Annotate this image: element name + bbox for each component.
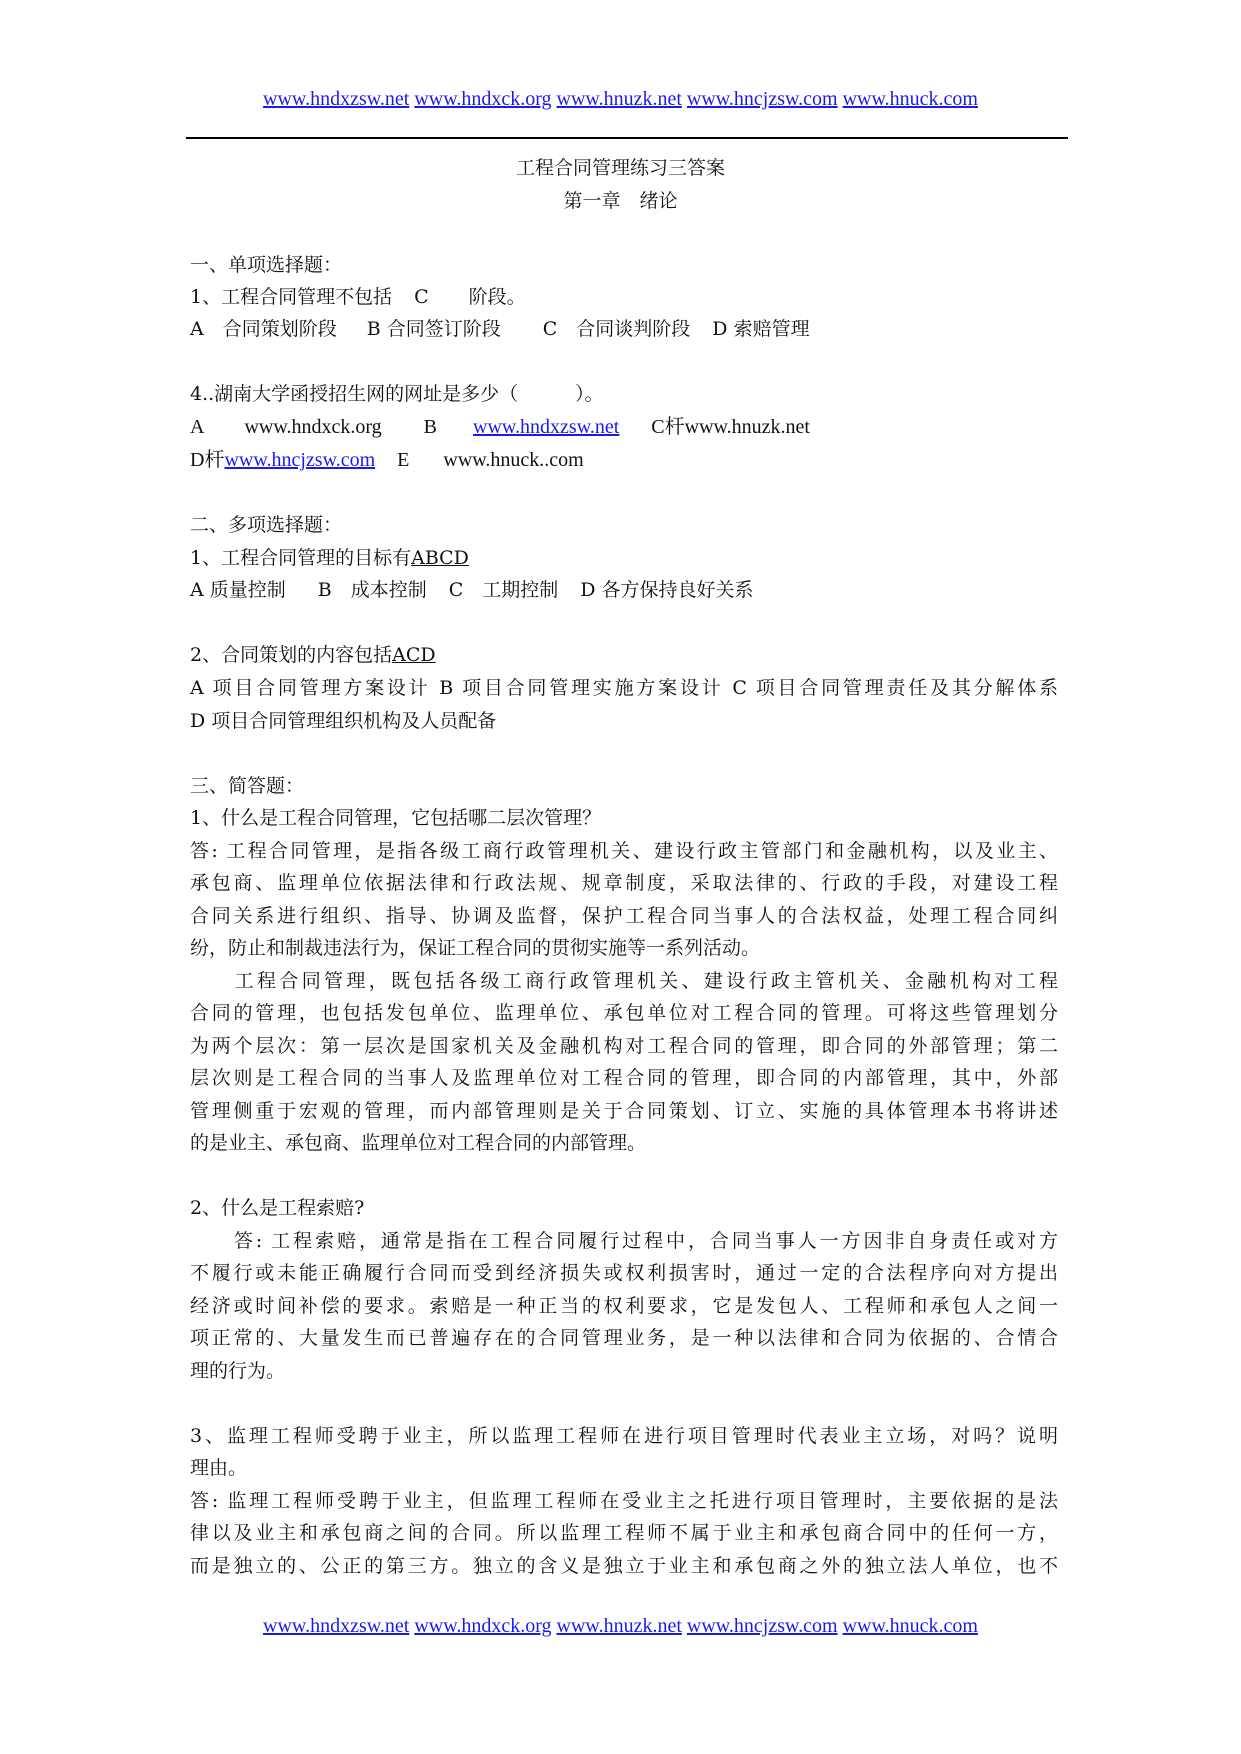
short-question-3-line: 理由。	[190, 1457, 248, 1479]
q4-option-e-label: E	[397, 449, 410, 471]
question-1-stem-end: 阶段。	[468, 286, 526, 308]
answer-3-line: 律以及业主和承包商之间的合同。所以监理工程师不属于业主和承包商合同中的任何一方，	[190, 1522, 1058, 1544]
footer-links	[0, 1615, 1241, 1638]
answer-2-line: 经济或时间补偿的要求。索赔是一种正当的权利要求，它是发包人、工程师和承包人之间一	[190, 1295, 1058, 1317]
short-question-3-line: 3、监理工程师受聘于业主，所以监理工程师在进行项目管理时代表业主立场，对吗？说明	[190, 1425, 1058, 1447]
question-1-options	[190, 316, 1058, 342]
footer-link-5[interactable]: www.hnuck.com	[842, 1615, 978, 1637]
multi-question-1-options	[190, 577, 1058, 603]
q4-option-b-label: B	[423, 416, 438, 438]
option-a: A 合同策划阶段	[190, 318, 337, 340]
document-title: 工程合同管理练习三答案	[515, 157, 725, 179]
option-b: B 合同签订阶段	[366, 318, 501, 340]
multi-question-2-stem: 2、合同策划的内容包括	[190, 644, 393, 666]
answer-3-line: 答: 监理工程师受聘于业主，但监理工程师在受业主之托进行项目管理时，主要依据的是法	[190, 1490, 1058, 1512]
multi-question-2-options-line1: A 项目合同管理方案设计 B 项目合同管理实施方案设计 C 项目合同管理责任及其分解体系	[190, 677, 1058, 699]
answer-1-line: 为两个层次：第一层次是国家机关及金融机构对工程合同的管理，即合同的外部管理；第二	[190, 1035, 1058, 1057]
answer-2-line: 不履行或未能正确履行合同而受到经济损失或权利损害时，通过一定的合法程序向对方提出	[190, 1262, 1058, 1284]
answer-1-line: 层次则是工程合同的当事人及监理单位对工程合同的管理，即合同的内部管理，其中，外部	[190, 1067, 1058, 1089]
question-1-stem: 1、工程合同管理不包括	[190, 286, 393, 308]
footer-link-3[interactable]: www.hnuzk.net	[556, 1615, 682, 1637]
answer-2-line: 理的行为。	[190, 1360, 286, 1382]
answer-3-line: 而是独立的、公正的第三方。独立的含义是独立于业主和承包商之外的独立法人单位，也不	[190, 1555, 1058, 1577]
multi-option-a: A 质量控制	[190, 579, 286, 601]
answer-1-line: 合同关系进行组织、指导、协调及监督，保护工程合同当事人的合法权益，处理工程合同纠	[190, 905, 1058, 927]
q4-option-c: C杆www.hnuzk.net	[651, 416, 810, 438]
multi-question-1-answer: ABCD	[411, 547, 469, 569]
q4-option-a-label: A	[190, 416, 205, 438]
question-1-answer: C	[414, 286, 429, 308]
q4-option-a-value: www.hndxck.org	[244, 416, 382, 438]
header-link-4[interactable]: www.hncjzsw.com	[686, 88, 838, 110]
answer-1-line: 的是业主、承包商、监理单位对工程合同的内部管理。	[190, 1132, 647, 1154]
header-link-1[interactable]: www.hndxzsw.net	[263, 88, 410, 110]
multi-option-b: B 成本控制	[317, 579, 427, 601]
option-c: C 合同谈判阶段	[542, 318, 691, 340]
section-heading-short-answer: 三、简答题：	[190, 775, 305, 797]
multi-question-2	[190, 642, 1058, 668]
header-links	[0, 88, 1241, 111]
answer-1-line: 管理侧重于宏观的管理，而内部管理则是关于合同策划、订立、实施的具体管理本书将讲述	[190, 1100, 1058, 1122]
footer-link-1[interactable]: www.hndxzsw.net	[263, 1615, 410, 1637]
chapter-title: 第一章 绪论	[563, 190, 678, 212]
multi-question-2-options-line2: D 项目合同管理组织机构及人员配备	[190, 710, 497, 732]
question-1	[190, 284, 1058, 310]
footer-link-4[interactable]: www.hncjzsw.com	[686, 1615, 838, 1637]
header-rule	[186, 137, 1068, 139]
q4-option-e-value: www.hnuck..com	[443, 449, 584, 471]
answer-1-line: 纷，防止和制裁违法行为，保证工程合同的贯彻实施等一系列活动。	[190, 937, 761, 959]
question-4-options-row1	[190, 414, 1058, 440]
q4-option-d-label: D杆	[190, 449, 225, 471]
q4-option-b-link[interactable]: www.hndxzsw.net	[473, 416, 620, 438]
header-link-5[interactable]: www.hnuck.com	[842, 88, 978, 110]
section-heading-single-choice: 一、单项选择题：	[190, 254, 343, 276]
answer-1-line: 工程合同管理，既包括各级工商行政管理机关、建设行政主管机关、金融机构对工程	[190, 970, 1058, 992]
section-heading-multiple-choice: 二、多项选择题：	[190, 514, 343, 536]
header-link-3[interactable]: www.hnuzk.net	[556, 88, 682, 110]
multi-question-1-stem: 1、工程合同管理的目标有	[190, 547, 412, 569]
footer-link-2[interactable]: www.hndxck.org	[414, 1615, 552, 1637]
answer-2-line: 答: 工程索赔，通常是指在工程合同履行过程中，合同当事人一方因非自身责任或对方	[190, 1230, 1058, 1252]
answer-1-line: 承包商、监理单位依据法律和行政法规、规章制度，采取法律的、行政的手段，对建设工程	[190, 872, 1058, 894]
header-link-2[interactable]: www.hndxck.org	[414, 88, 552, 110]
answer-1-line: 答: 工程合同管理，是指各级工商行政管理机关、建设行政主管部门和金融机构，以及业主、	[190, 840, 1058, 862]
short-question-1: 1、什么是工程合同管理，它包括哪二层次管理？	[190, 807, 602, 829]
multi-option-c: C 工期控制	[448, 579, 559, 601]
short-question-2: 2、什么是工程索赔?	[190, 1197, 365, 1219]
answer-2-line: 项正常的、大量发生而已普遍存在的合同管理业务，是一种以法律和合同为依据的、合情合	[190, 1327, 1058, 1349]
multi-option-d: D 各方保持良好关系	[580, 579, 754, 601]
option-d: D 索赔管理	[712, 318, 810, 340]
multi-question-2-answer: ACD	[392, 644, 436, 666]
answer-1-line: 合同的管理，也包括发包单位、监理单位、承包单位对工程合同的管理。可将这些管理划分	[190, 1002, 1058, 1024]
question-4-options-row2	[190, 447, 1058, 473]
q4-option-d-link[interactable]: www.hncjzsw.com	[224, 449, 376, 471]
multi-question-1	[190, 545, 1058, 571]
question-4: 4..湖南大学函授招生网的网址是多少（ ）。	[190, 383, 604, 405]
